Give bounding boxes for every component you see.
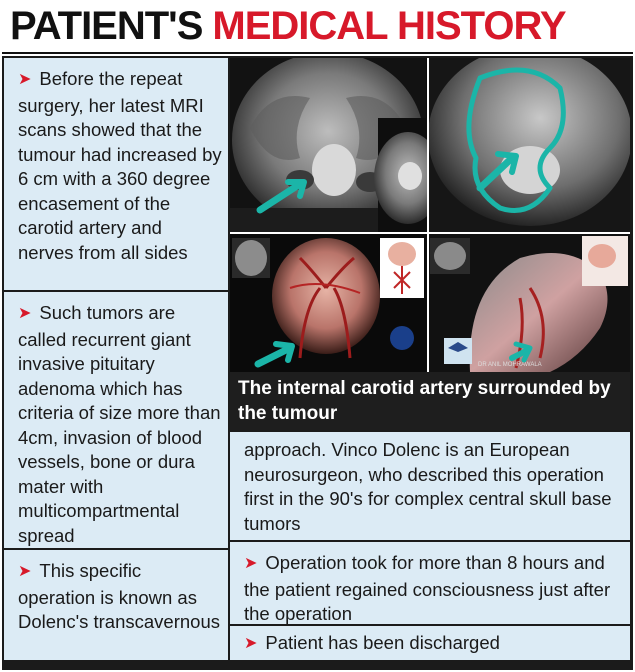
left-item-text: Before the repeat surgery, her latest MRI scans showed that the tumour had increased by 6 cm with a 360 degree encasement of the carotid artery and nerves from all sides <box>18 68 222 263</box>
left-item-3 <box>4 550 228 660</box>
right-item-1 <box>230 432 630 540</box>
right-item-3 <box>230 626 630 660</box>
infographic-title <box>2 4 633 54</box>
left-item-1 <box>4 58 228 290</box>
red-arrow-icon: ➤ <box>18 71 32 88</box>
right-item-text: Operation took for more than 8 hours and the patient regained consciousness just after the operation <box>244 552 611 624</box>
left-item-text: Such tumors are called recurrent giant invasive pituitary adenoma which has criteria of size more than 4cm, invasion of blood vessels, bone or dura mater with multicompartmental spread <box>18 302 221 546</box>
red-arrow-icon: ➤ <box>244 635 258 652</box>
left-item-2 <box>4 292 228 548</box>
right-item-text: approach. Vinco Dolenc is an European neurosurgeon, who described this operation first in the 90's for complex central skull base tumors <box>244 439 612 534</box>
mri-images <box>230 58 630 372</box>
image-caption: The internal carotid artery surrounded by the tumour <box>230 372 630 430</box>
right-item-text: Patient has been discharged <box>265 632 500 653</box>
left-item-text: This specific operation is known as Dolenc's transcavernous <box>18 560 220 632</box>
mri-sagittal-panel <box>428 58 630 232</box>
angio-3d-panel <box>230 234 426 372</box>
red-arrow-icon: ➤ <box>244 555 258 572</box>
image-signature: DR ANIL MOHRAWALA <box>478 362 542 368</box>
red-arrow-icon: ➤ <box>18 563 32 580</box>
red-arrow-icon: ➤ <box>18 305 32 322</box>
title-red-part: MEDICAL HISTORY <box>212 4 566 48</box>
head-vessel-panel <box>428 234 630 372</box>
title-black-part: PATIENT'S <box>10 4 203 48</box>
right-item-2 <box>230 542 630 624</box>
mri-image-collage <box>230 58 630 372</box>
